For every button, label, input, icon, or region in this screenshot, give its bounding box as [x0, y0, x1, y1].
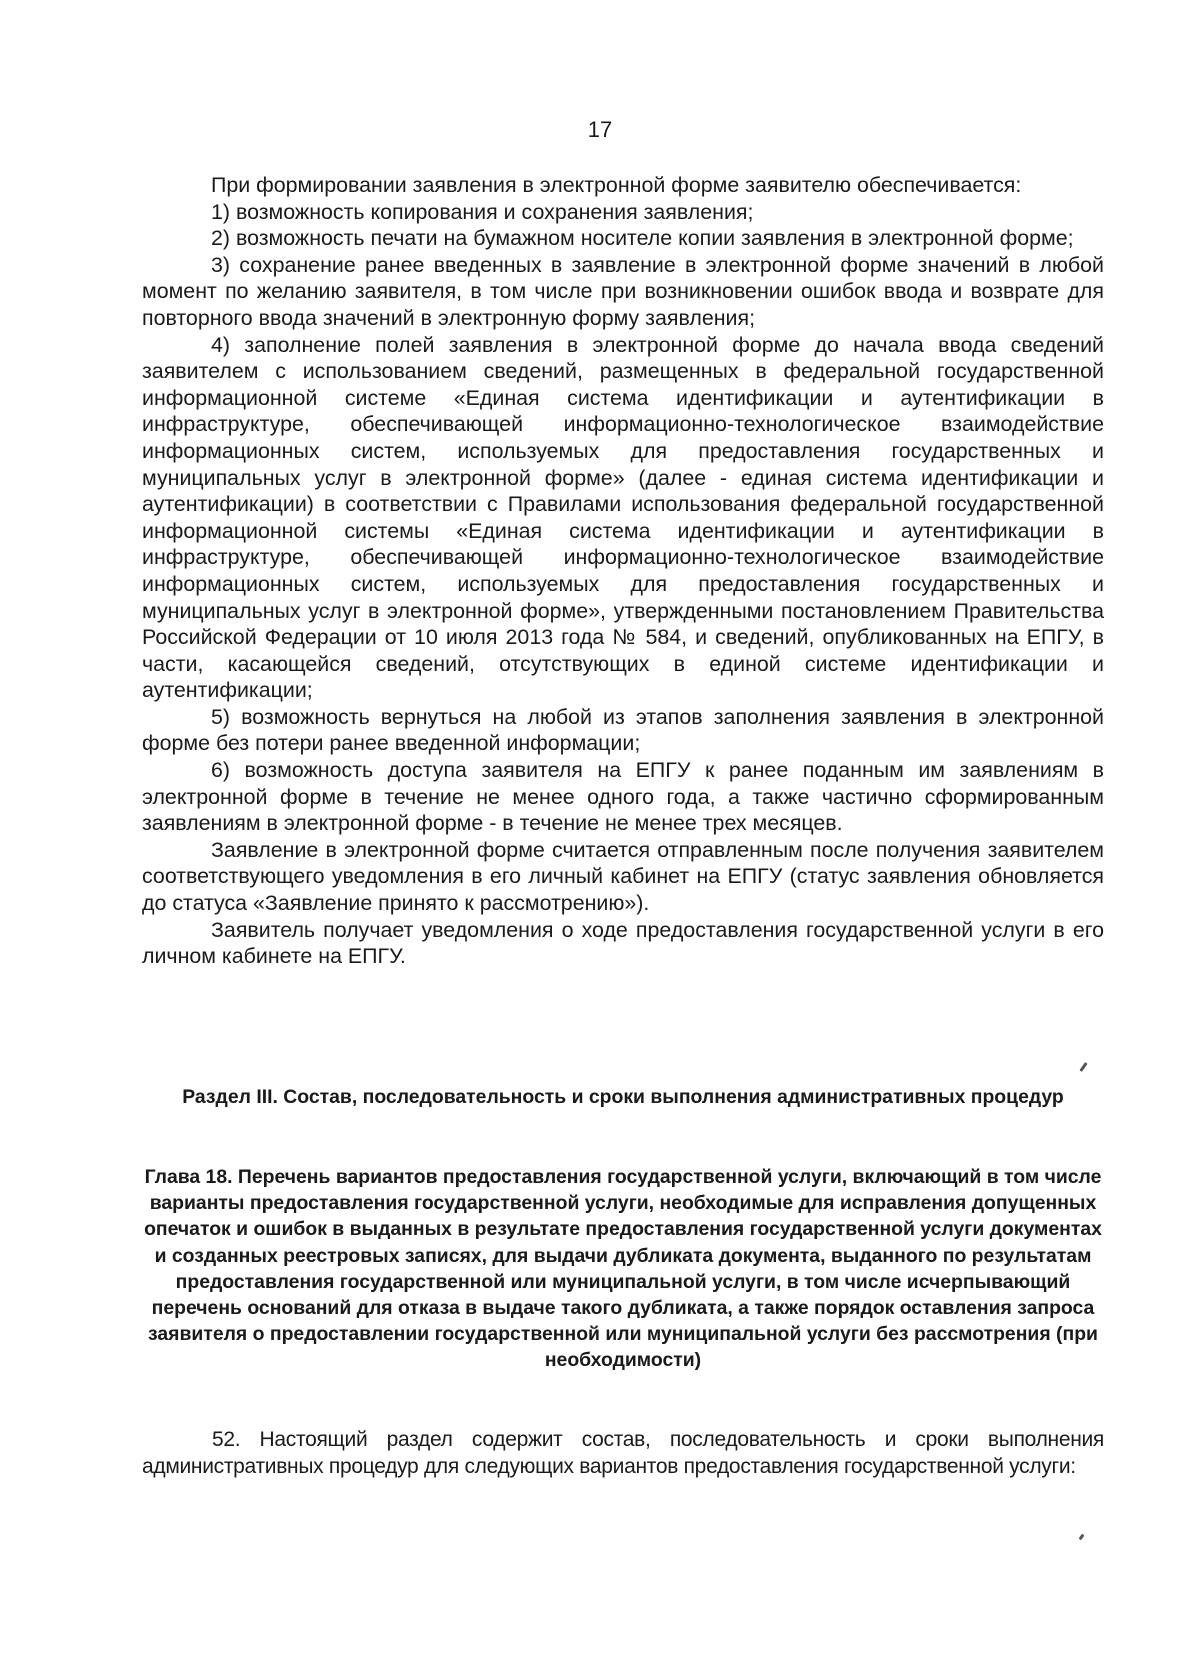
section-heading: Раздел III. Состав, последовательность и сроки выполнения административных процедур [182, 1086, 1064, 1108]
chapter-heading: Глава 18. Перечень вариантов предоставления государственной услуги, включающий в том числе варианты предоставления государственной услуги, необходимые для исправления допущенных опечаток и ошибок в выданных в результате предоставления государственной услуги документах и созданных реестровых записях, для выдачи дубликата документа, выданного по результатам предоставления государственной или муниципальной услуги, в том числе исчерпывающий перечень оснований для отказа в выдаче такого дубликата, а также порядок оставления запроса заявителя о предоставлении государственной или муниципальной услуги без рассмотрения (при необходимости) [144, 1166, 1102, 1372]
paragraph-item-4: 4) заполнение полей заявления в электронной форме до начала ввода сведений заявителем с использованием сведений, размещенных в федеральной государственной информационной системе «Единая система идентификации и аутентификации в инфраструктуре, обеспечивающей информационно-технологическое взаимодействие информационных систем, используемых для предоставления государственных и муниципальных услуг в электронной форме» (далее - единая система идентификации и аутентификации) в соответствии с Правилами использования федеральной государственной информационной системы «Единая система идентификации и аутентификации в инфраструктуре, обеспечивающей информационно-технологическое взаимодействие информационных систем, используемых для предоставления государственных и муниципальных услуг в электронной форме», утвержденными постановлением Правительства Российской Федерации от 10 июля 2013 года № 584, и сведений, опубликованных на ЕПГУ, в части, касающейся сведений, отсутствующих в единой системе идентификации и аутентификации; [142, 332, 1104, 703]
paragraph-notifications: Заявитель получает уведомления о ходе предоставления государственной услуги в его личном кабинете на ЕПГУ. [142, 917, 1104, 969]
paragraph-item-2: 2) возможность печати на бумажном носителе копии заявления в электронной форме; [211, 226, 1074, 251]
scan-mark [1079, 1062, 1087, 1072]
paragraph-item-1: 1) возможность копирования и сохранения заявления; [211, 199, 754, 224]
page-number: 17 [587, 117, 613, 142]
paragraph-item-6: 6) возможность доступа заявителя на ЕПГУ к ранее поданным им заявлениям в электронной форме в течение не менее одного года, а также частично сформированным заявлениям в электронной форме - в течение не менее трех месяцев. [142, 758, 1104, 836]
paragraph-item-3: 3) сохранение ранее введенных в заявление в электронной форме значений в любой момент по желанию заявителя, в том числе при возникновении ошибок ввода и возврате для повторного ввода значений в электронную форму заявления; [142, 252, 1104, 330]
paragraph-item-5: 5) возможность вернуться на любой из этапов заполнения заявления в электронной форме без потери ранее введенной информации; [142, 704, 1104, 756]
clause-52 [142, 1427, 1104, 1480]
paragraph-submission: Заявление в электронной форме считается отправленным после получения заявителем соответствующего уведомления в его личный кабинет на ЕПГУ (статус заявления обновляется до статуса «Заявление принято к рассмотрению»). [142, 837, 1104, 916]
scan-mark [1079, 1534, 1085, 1541]
body-text [142, 172, 1104, 970]
clause-52-text: 52. Настоящий раздел содержит состав, последовательность и сроки выполнения административных процедур для следующих вариантов предоставления государственной услуги: [142, 1428, 1104, 1478]
paragraph-intro: При формировании заявления в электронной форме заявителю обеспечивается: [211, 173, 1022, 197]
